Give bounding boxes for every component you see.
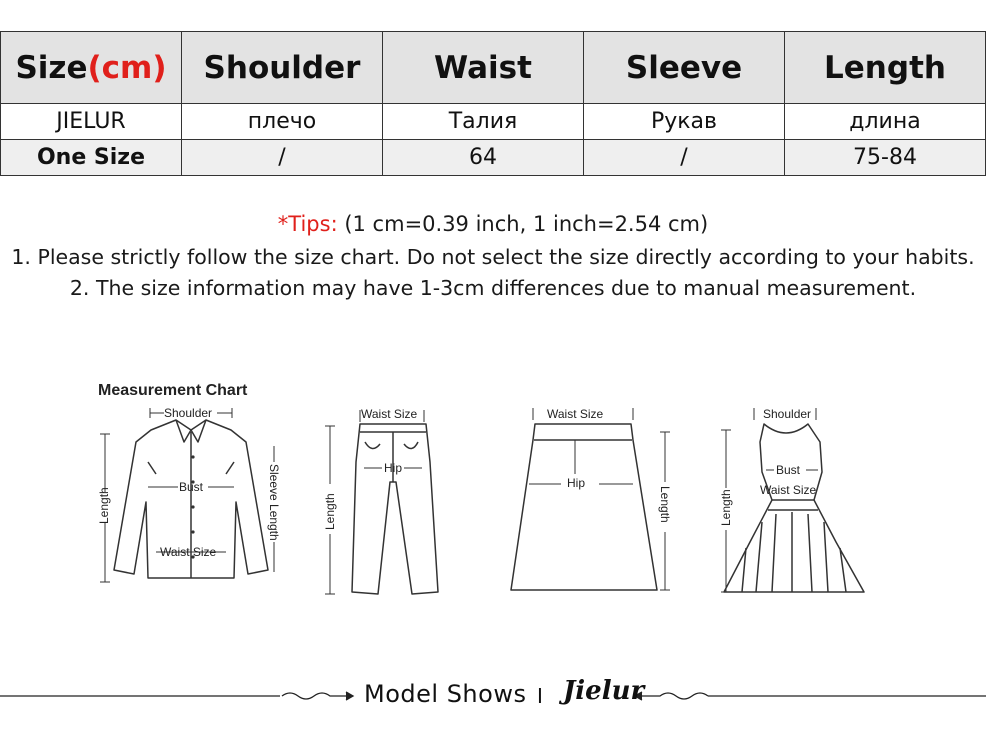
dress-waist-label: Waist Size bbox=[760, 483, 817, 497]
table-row bbox=[1, 140, 986, 176]
pants-hip-label: Hip bbox=[384, 461, 403, 475]
table-cell: 64 bbox=[383, 140, 584, 176]
pants-diagram bbox=[320, 402, 450, 602]
brand-logo: Jielur bbox=[563, 676, 645, 706]
pants-length-label: Length bbox=[323, 493, 337, 530]
pants-waist-label: Waist Size bbox=[361, 407, 418, 421]
table-cell: Рукав bbox=[584, 104, 785, 140]
table-cell: длина bbox=[785, 104, 986, 140]
shirt-shoulder-label: Shoulder bbox=[164, 406, 213, 420]
tips-line-1: 1. Please strictly follow the size chart. Do not select the size directly according to your habits. bbox=[11, 245, 975, 269]
shirt-bust-label: Bust bbox=[179, 480, 204, 494]
table-cell: / bbox=[182, 140, 383, 176]
header-sleeve: Sleeve bbox=[584, 32, 785, 104]
dress-shoulder-label: Shoulder bbox=[763, 407, 812, 421]
dress-diagram bbox=[716, 402, 876, 598]
tips-conversion-text: (1 cm=0.39 inch, 1 inch=2.54 cm) bbox=[337, 212, 709, 236]
dress-length-label: Length bbox=[719, 489, 733, 526]
table-cell: Талия bbox=[383, 104, 584, 140]
tips-conversion bbox=[0, 212, 986, 236]
size-table bbox=[0, 31, 986, 176]
table-cell: / bbox=[584, 140, 785, 176]
table-cell: плечо bbox=[182, 104, 383, 140]
header-size-unit: (cm) bbox=[87, 49, 167, 86]
footer-separator: I bbox=[537, 684, 543, 708]
table-header-row bbox=[1, 32, 986, 104]
table-cell: 75-84 bbox=[785, 140, 986, 176]
shirt-diagram bbox=[96, 402, 286, 594]
table-cell: One Size bbox=[1, 140, 182, 176]
skirt-hip-label: Hip bbox=[567, 476, 586, 490]
table-row bbox=[1, 104, 986, 140]
tips-label: *Tips: bbox=[277, 212, 338, 236]
header-size: Size(cm) bbox=[1, 32, 182, 104]
model-shows-label: Model Shows bbox=[364, 680, 527, 708]
skirt-length-label: Length bbox=[658, 486, 672, 523]
tips-line-2: 2. The size information may have 1-3cm differences due to manual measurement. bbox=[69, 276, 917, 300]
skirt-diagram bbox=[505, 402, 675, 597]
dress-bust-label: Bust bbox=[776, 463, 801, 477]
shirt-length-label: Length bbox=[97, 487, 111, 524]
header-length: Length bbox=[785, 32, 986, 104]
skirt-waist-label: Waist Size bbox=[547, 407, 604, 421]
measurement-chart-title: Measurement Chart bbox=[98, 382, 248, 399]
header-waist: Waist bbox=[383, 32, 584, 104]
table-cell: JIELUR bbox=[1, 104, 182, 140]
footer-divider bbox=[0, 672, 986, 722]
header-shoulder: Shoulder bbox=[182, 32, 383, 104]
shirt-sleeve-label: Sleeve Length bbox=[267, 464, 281, 541]
shirt-waist-label: Waist Size bbox=[160, 545, 217, 559]
